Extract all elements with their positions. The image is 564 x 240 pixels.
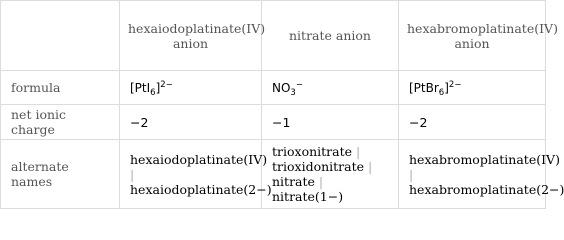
alternate-name: hexaiodoplatinate(2−) [130,181,272,197]
name-separator: | [409,166,414,182]
formula-row [1,71,546,105]
charge-row [1,105,546,140]
formula-cell-nitrate [262,71,399,105]
charge-cell-hexabromoplatinate: −2 [399,105,546,140]
charge-cell-nitrate: −1 [262,105,399,140]
alternate-name: hexaiodoplatinate(IV) [130,151,268,167]
corner-cell [1,1,120,71]
name-separator: | [356,144,361,159]
formula-cell-hexaiodoplatinate [120,71,262,105]
names-row [1,140,546,209]
alternate-name: hexabromoplatinate(2−) [409,181,564,197]
header-row [1,1,546,71]
alternate-name: nitrate(1−) [272,189,344,204]
charge-cell-hexaiodoplatinate: −2 [120,105,262,140]
column-header-nitrate: nitrate anion [262,1,399,71]
row-label-charge: net ionic charge [1,105,120,140]
column-header-hexabromoplatinate: hexabromoplatinate(IV) anion [399,1,546,71]
alternate-name: hexabromoplatinate(IV) [409,151,560,167]
row-label-names: alternate names [1,140,120,209]
formula-cell-hexabromoplatinate [399,71,546,105]
formula-text: [PtBr$_6$]$^{2-}$ [409,79,462,98]
alternate-name: trioxonitrate [272,144,353,159]
formula-text: $NO_3^-$ [272,79,303,98]
alternate-name: trioxidonitrate [272,159,365,174]
names-cell-nitrate [262,140,399,209]
row-label-formula: formula [1,71,120,105]
names-cell-hexabromoplatinate [399,140,564,209]
name-separator: | [130,166,135,182]
names-cell-hexaiodoplatinate [120,140,272,209]
name-separator: | [318,174,324,189]
column-header-hexaiodoplatinate: hexaiodoplatinate(IV) anion [120,1,262,71]
formula-text: $[PtI_6]^{2-}$ [130,79,173,98]
alternate-name: nitrate [272,174,315,189]
name-separator: | [368,159,373,174]
